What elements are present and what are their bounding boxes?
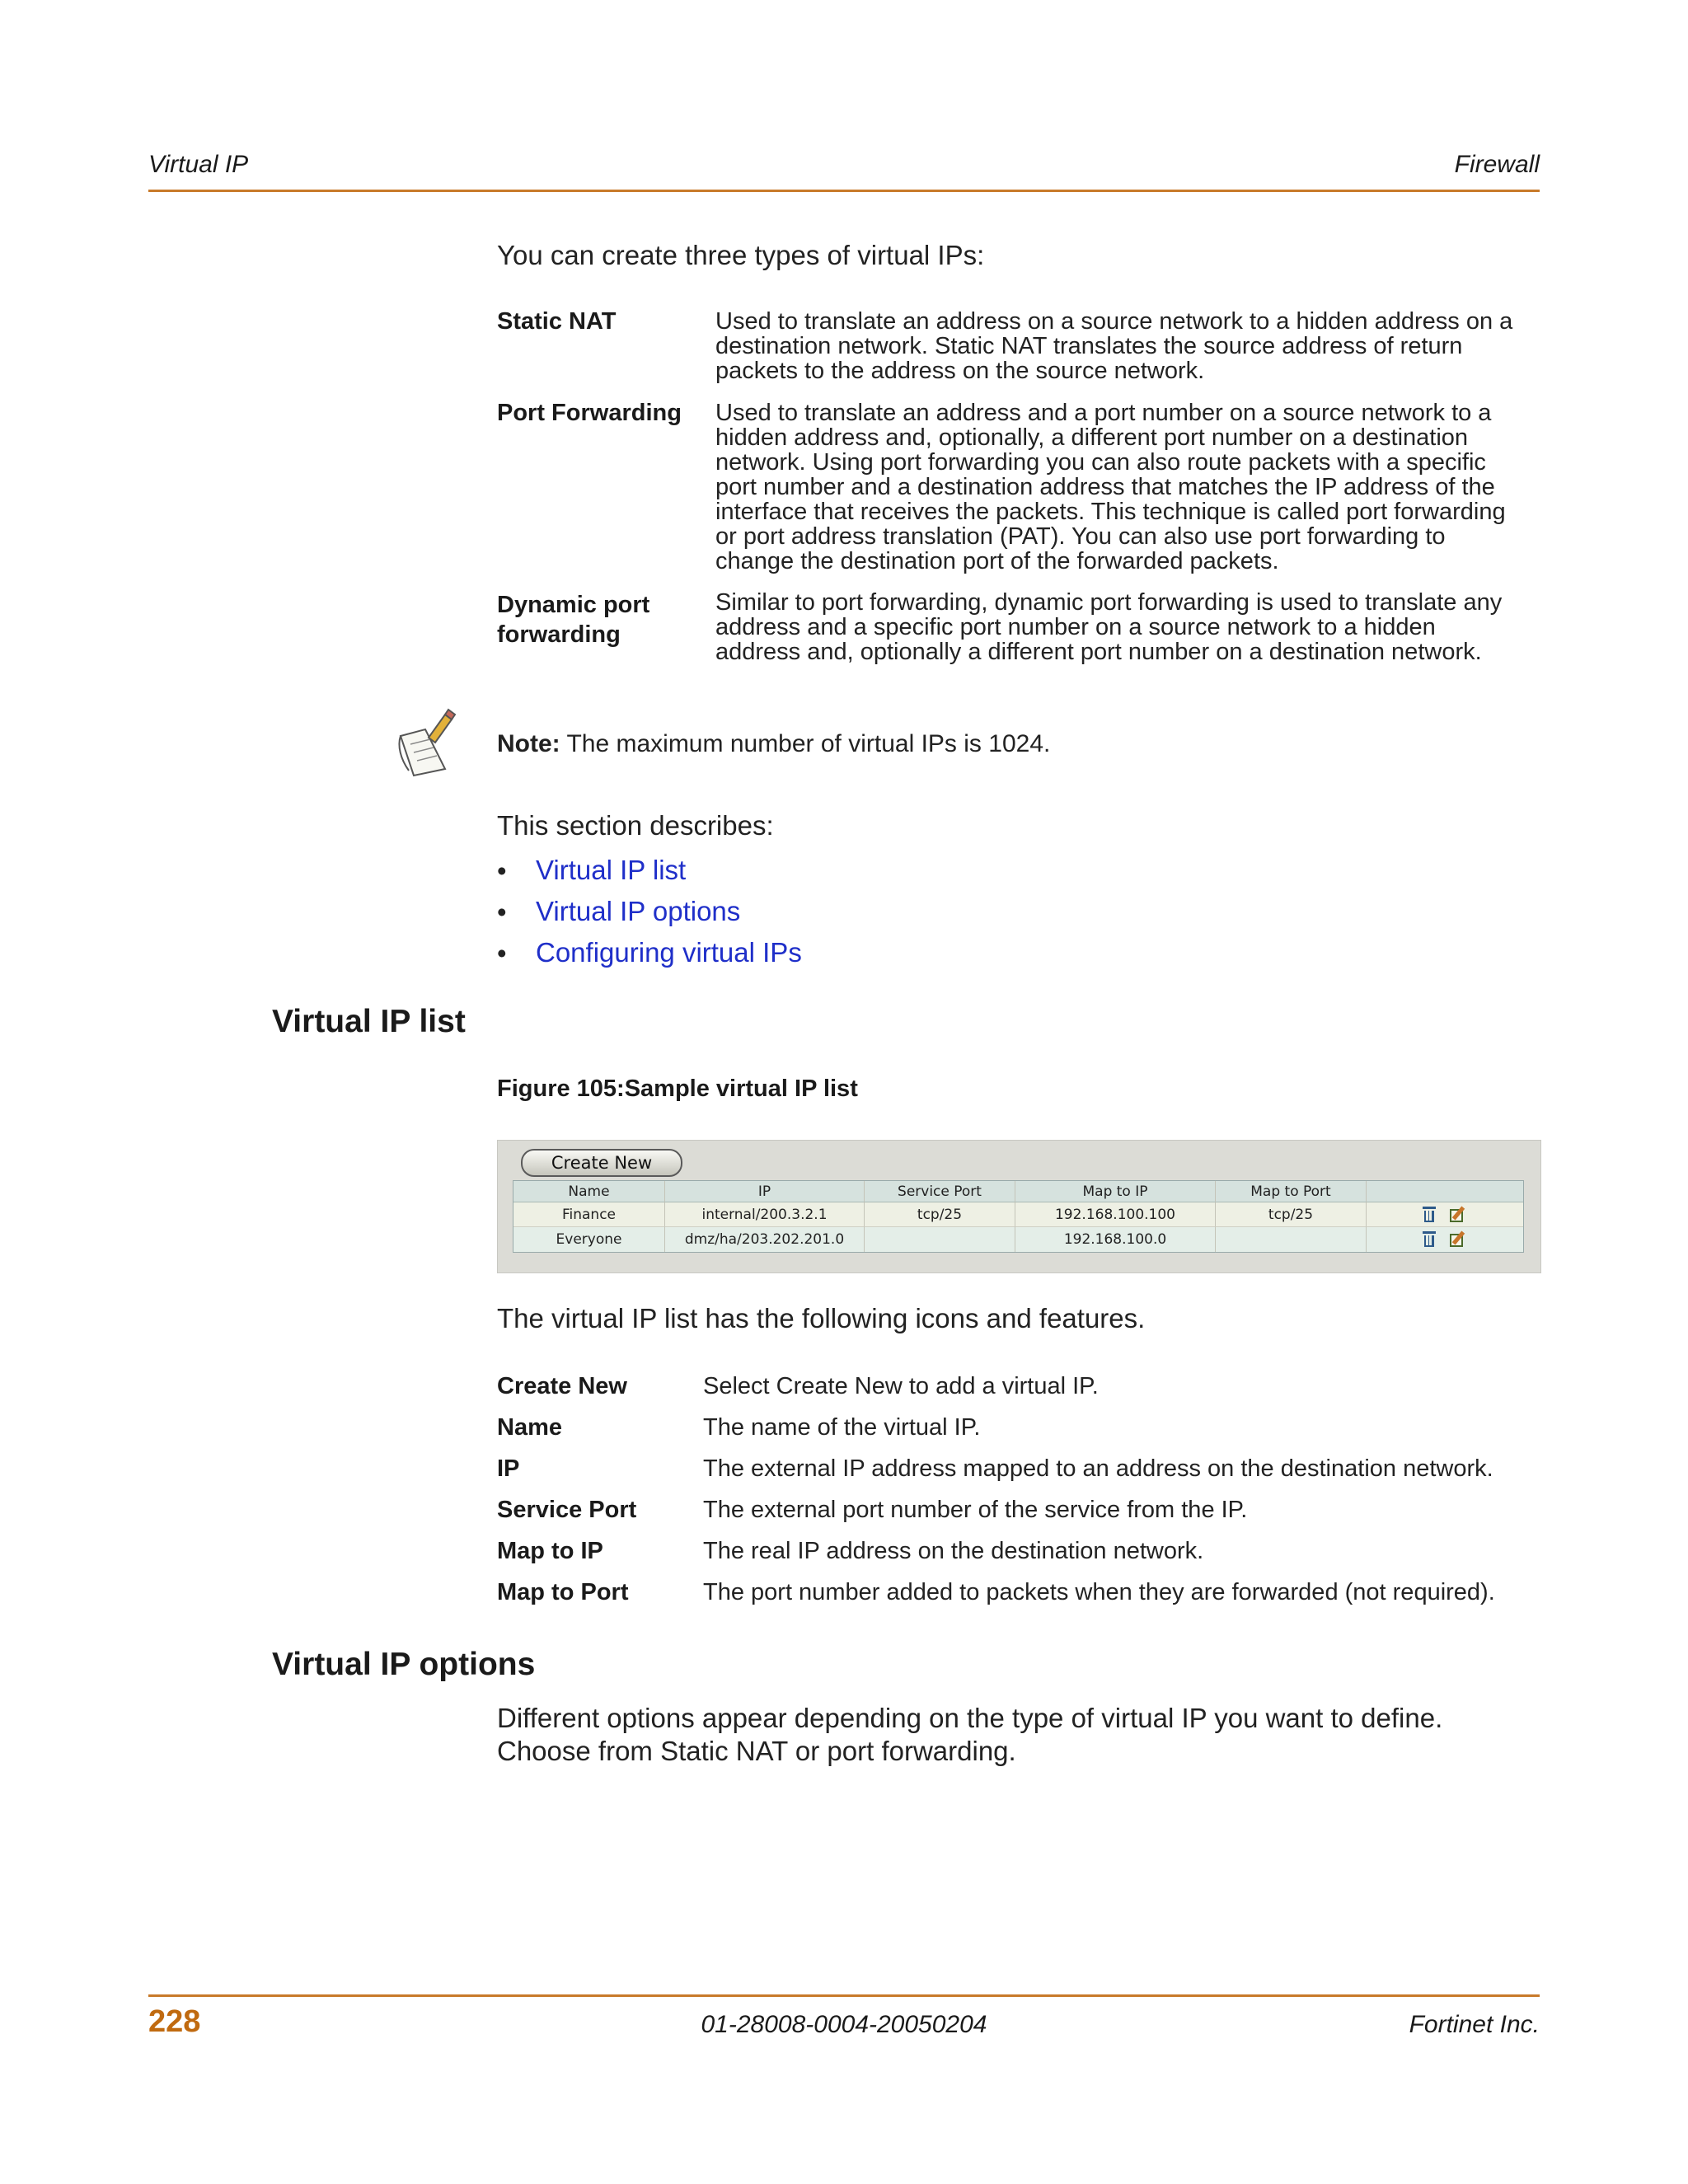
def-line: change the destination port of the forwarded packets. [715,548,1279,574]
feature-term: Map to Port [497,1579,629,1605]
column-header-actions [1367,1181,1523,1202]
footer-company: Fortinet Inc. [1409,2011,1540,2038]
options-line: Different options appear depending on the type of virtual IP you want to define. [497,1703,1443,1733]
column-header-map-to-port[interactable]: Map to Port [1216,1181,1367,1202]
heading-virtual-ip-list: Virtual IP list [272,1004,466,1039]
table-cell: internal/200.3.2.1 [665,1202,865,1227]
def-line: Similar to port forwarding, dynamic port forwarding is used to translate any [715,589,1503,616]
note-pencil-icon [394,705,460,779]
feature-desc: The external IP address mapped to an address on the destination network. [703,1455,1493,1482]
def-line: interface that receives the packets. This technique is called port forwarding [715,499,1506,525]
feature-desc: Select Create New to add a virtual IP. [703,1373,1099,1399]
feature-desc: The port number added to packets when they are forwarded (not required). [703,1579,1495,1605]
def-line: packets to the address on the source network. [715,358,1205,384]
term-dynamic-port-forwarding [497,590,649,649]
create-new-button[interactable]: Create New [521,1149,682,1177]
figure-caption: Figure 105:Sample virtual IP list [497,1076,858,1102]
def-line: port number and a destination address that matches the IP address of the [715,474,1495,500]
feature-term: Map to IP [497,1538,603,1564]
term-line: Dynamic port [497,592,650,618]
options-text [497,1702,1442,1768]
table-cell [865,1227,1015,1252]
heading-virtual-ip-options: Virtual IP options [272,1647,536,1682]
feature-term: Name [497,1414,562,1441]
link-virtual-ip-list[interactable]: Virtual IP list [536,855,687,885]
def-line: or port address translation (PAT). You can also use port forwarding to [715,523,1446,550]
def-line: Used to translate an address and a port number on a source network to a [715,400,1492,426]
note-text [497,732,1050,757]
def-port-forwarding [715,401,1506,574]
column-header-service-port[interactable]: Service Port [865,1181,1015,1202]
bullet-dot: • [497,855,507,886]
edit-icon[interactable] [1450,1206,1468,1224]
row-actions [1367,1202,1523,1227]
table-cell: 192.168.100.0 [1015,1227,1216,1252]
trash-icon[interactable] [1422,1231,1437,1248]
def-line: address and, optionally a different port number on a destination network. [715,639,1482,665]
def-line: destination network. Static NAT translates the source address of return [715,333,1463,359]
feature-term: Service Port [497,1497,637,1523]
virtual-ip-table [513,1180,1524,1253]
row-actions [1367,1227,1523,1252]
term-line: forwarding [497,621,621,648]
table-cell: dmz/ha/203.202.201.0 [665,1227,865,1252]
options-line: Choose from Static NAT or port forwarding. [497,1736,1016,1766]
virtual-ip-list-figure [497,1140,1541,1273]
header-rule [148,190,1540,192]
feature-desc: The real IP address on the destination network. [703,1538,1204,1564]
column-header-name[interactable]: Name [513,1181,665,1202]
table-cell: Everyone [513,1227,665,1252]
bullet-dot: • [497,938,507,968]
trash-icon[interactable] [1422,1207,1437,1223]
page-number: 228 [148,2004,201,2039]
bullet-dot: • [497,897,507,927]
section-describes-text: This section describes: [497,810,774,841]
column-header-ip[interactable]: IP [665,1181,865,1202]
def-static-nat [715,309,1512,383]
table-cell: 192.168.100.100 [1015,1202,1216,1227]
intro-text: You can create three types of virtual IPs: [497,240,985,270]
footer-rule [148,1994,1540,1997]
feature-desc: The name of the virtual IP. [703,1414,981,1441]
link-configuring-virtual-ips[interactable]: Configuring virtual IPs [536,937,802,968]
table-cell: Finance [513,1202,665,1227]
link-virtual-ip-options[interactable]: Virtual IP options [536,896,741,926]
header-section-title: Virtual IP [148,151,249,178]
header-chapter-title: Firewall [1454,151,1540,178]
note-body: The maximum number of virtual IPs is 1024. [560,730,1051,757]
def-line: address and a specific port number on a source network to a hidden [715,614,1436,640]
feature-term: IP [497,1455,520,1482]
list-intro-text: The virtual IP list has the following icons and features. [497,1303,1146,1333]
footer-doc-id: 01-28008-0004-20050204 [701,2011,987,2038]
edit-icon[interactable] [1450,1230,1468,1249]
table-cell: tcp/25 [1216,1202,1367,1227]
note-label: Note: [497,730,560,757]
term-port-forwarding: Port Forwarding [497,400,682,426]
def-line: hidden address and, optionally, a different port number on a destination [715,424,1469,451]
column-header-map-to-ip[interactable]: Map to IP [1015,1181,1216,1202]
feature-term: Create New [497,1373,627,1399]
feature-desc: The external port number of the service from the IP. [703,1497,1248,1523]
def-line: network. Using port forwarding you can also route packets with a specific [715,449,1486,476]
table-cell: tcp/25 [865,1202,1015,1227]
term-static-nat: Static NAT [497,308,617,335]
table-cell [1216,1227,1367,1252]
def-line: Used to translate an address on a source network to a hidden address on a [715,308,1513,335]
def-dynamic-port-forwarding [715,590,1502,664]
